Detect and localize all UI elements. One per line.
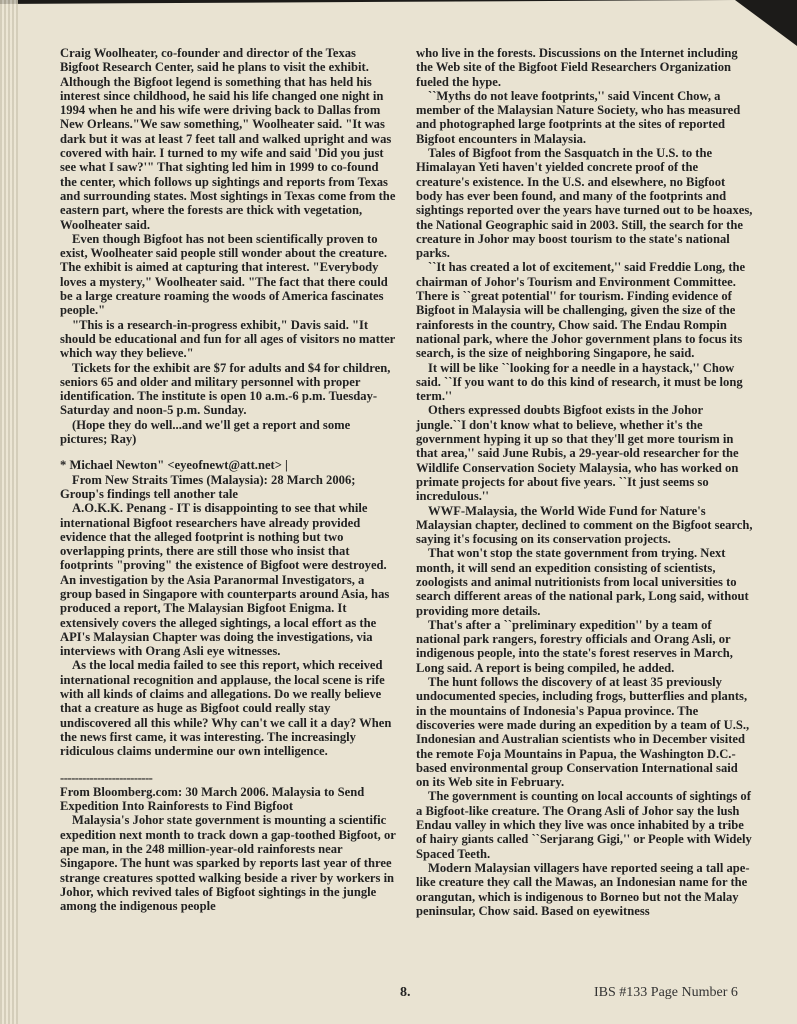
paragraph-davis-quote: "This is a research-in-progress exhibit," Davis said. "It should be educational and fun for all ages of visitors no matter which way they believe."	[60, 317, 396, 361]
paragraph-editor-note: (Hope they do well...and we'll get a report and some pictures; Ray)	[60, 417, 351, 447]
paragraph-freddie-long: ``It has created a lot of excitement,'' said Freddie Long, the chairman of Johor's Tourism and Environment Committee. There is ``great potential'' for tourism. Finding evidence of Bigfoot in Malaysia will be challenging, given the size of the rainforests in the country, Chow said. The Endau Rompin national park, where the Johor government plans to focus its search, is the size of neighboring Singapore, he said.	[416, 260, 746, 361]
page-number: 8.	[400, 985, 411, 1000]
paragraph-papua-discovery: The hunt follows the discovery of at least 35 previously undocumented species, including frogs, butterflies and plants, in the mountains of Indonesia's Papua province. The discoveries were made during an expedition by a team of U.S., Indonesian and Australian scientists who in December visited the remote Foja Mountains in Papua, the Washington D.C.-based environmental group Conservation International said on its Web site in February.	[416, 675, 750, 790]
right-column	[416, 46, 754, 918]
paragraph-bloomberg-source: From Bloomberg.com: 30 March 2006. Malaysia to Send Expedition Into Rainforests to Find Bigfoot	[60, 784, 365, 814]
paragraph-preliminary-expedition: That's after a ``preliminary expedition'' by a team of national park rangers, forestry officials and Orang Asli, or indigenous people, into the state's forest reserves in March, Long said. A report is being compiled, he added.	[416, 617, 733, 675]
paragraph-june-rubis: Others expressed doubts Bigfoot exists in the Johor jungle.``I don't know what to believe, whether it's the government hyping it up so that they'll get more tourism in that area,'' said June Rubis, a 29-year-old researcher for the Wildlife Conservation Society Malaysia, who has worked on primate projects for about five years. ``It just seems so incredulous.''	[416, 403, 739, 504]
paragraph-local-media: As the local media failed to see this report, which received international recognition and applause, the local scene is rife with all kinds of claims and allegations. Do we really believe that a creature as huge as Bigfoot could really stay undiscovered all this while? Why can't we call it a day? When the news first came, it was interesting. The increasingly ridiculous claims undermine our own intelligence.	[60, 658, 392, 759]
paragraph-tickets: Tickets for the exhibit are $7 for adults and $4 for children, seniors 65 and older and military personnel with proper identification. The institute is open 10 a.m.-6 p.m. Tuesday-Saturday and noon-5 p.m. Sunday.	[60, 360, 391, 418]
paragraph-wwf-malaysia: WWF-Malaysia, the World Wide Fund for Nature's Malaysian chapter, declined to comment on the Bigfoot search, saying it's focusing on its conservation projects.	[416, 503, 753, 547]
paragraph-sasquatch-yeti: Tales of Bigfoot from the Sasquatch in the U.S. to the Himalayan Yeti haven't yielded concrete proof of the creature's existence. In the U.S. and elsewhere, no Bigfoot body has ever been found, and many of the footprints and sightings reported over the years have turned out to be hoaxes, the National Geographic said in 2003. Still, the search for the creature in Johor may boost tourism to the state's national parks.	[416, 146, 753, 261]
section-separator: -------------------------	[60, 770, 153, 785]
paragraph-orang-asli: The government is counting on local accounts of sightings of a Bigfoot-like creature. The Orang Asli of Johor say the lush Endau valley in which they live was once inhabited by a tribe of hairy giants called ``Serjarang Gigi,'' or People with Widely Spaced Teeth.	[416, 789, 752, 861]
contributor-line: * Michael Newton" <eyeofnewt@att.net> |	[60, 458, 288, 473]
paragraph-needle-haystack: It will be like ``looking for a needle in a haystack,'' Chow said. ``If you want to do this kind of research, it must be long term.''	[416, 360, 743, 404]
paper-stack-edge	[0, 0, 18, 1024]
paragraph-mawas: Modern Malaysian villagers have reported seeing a tall ape- like creature they call the Mawas, an Indonesian name for the orangutan, which is indigenous to Borneo but not the Malay peninsular, Chow said. Based on eyewitness	[416, 860, 750, 918]
paragraph-forests-continued: who live in the forests. Discussions on the Internet including the Web site of the Bigfoot Field Researchers Organization fueled the hype.	[416, 46, 738, 89]
paragraph-exhibit-interest: Even though Bigfoot has not been scientifically proven to exist, Woolheater said people still wonder about the creature. The exhibit is aimed at capturing that interest. "Everybody loves a mystery," Woolheater said. "The fact that there could be a large creature roaming the woods of America fascinates people."	[60, 231, 388, 318]
left-column	[60, 46, 398, 914]
paragraph-woolheater-intro: Craig Woolheater, co-founder and director of the Texas Bigfoot Research Center, said he plans to visit the exhibit. Although the Bigfoot legend is something that has held his interest since childhood, he said his life changed one night in 1994 when he and his wife were driving back to Dallas from New Orleans."We saw something," Woolheater said. "It was dark but it was at least 7 feet tall and walked upright and was covered with hair. I turned to my wife and said 'Did you just see what I saw?'" That sighting led him in 1999 to co-found the center, which follows up sightings and reports from Texas and surrounding states. Most sightings in Texas come from the eastern part, where the forests are thick with vegetation, Woolheater said.	[60, 46, 396, 232]
paragraph-chow-myths: ``Myths do not leave footprints,'' said Vincent Chow, a member of the Malaysian Nature Society, who has measured and photographed large footprints at the sites of reported Bigfoot encounters in Malaysia.	[416, 88, 741, 146]
footer-issue-label: IBS #133 Page Number 6	[594, 985, 738, 1000]
paragraph-aokk-penang: A.O.K.K. Penang - IT is disappointing to see that while international Bigfoot researchers have already provided evidence that the alleged footprint is nothing but two overlapping prints, there are still those who insist that footprints "proving" the existence of Bigfoot were destroyed. An investigation by the Asia Paranormal Investigators, a group based in Singapore with counterparts around Asia, has produced a report, The Malaysian Bigfoot Enigma. It extensively covers the alleged sightings, a local effort as the API's Malaysian Chapter was doing the investigations, via interviews with Orang Asli eye witnesses.	[60, 501, 390, 659]
paragraph-state-government: That won't stop the state government from trying. Next month, it will send an expedition consisting of scientists, zoologists and animal nutritionists from local universities to search different areas of the national park, Long said, without providing more details.	[416, 546, 749, 618]
paragraph-nst-source: From New Straits Times (Malaysia): 28 March 2006; Group's findings tell another tale	[60, 472, 356, 501]
paragraph-johor-expedition: Malaysia's Johor state government is mounting a scientific expedition next month to track down a gap-toothed Bigfoot, or ape man, in the 248 million-year-old rainforests near Singapore. The hunt was sparked by reports last year of three strange creatures spotted walking beside a river by workers in Johor, which revived tales of Bigfoot sightings in the jungle among the indigenous people	[60, 813, 396, 914]
